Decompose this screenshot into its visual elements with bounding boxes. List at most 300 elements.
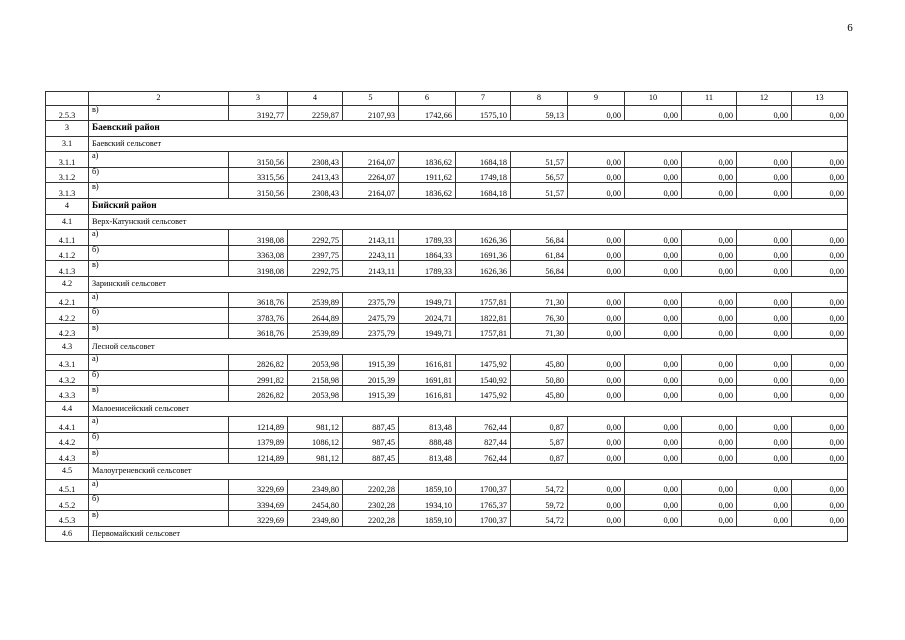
column-header: 5 bbox=[343, 92, 399, 106]
value-cell: 45,80 bbox=[511, 355, 568, 371]
row-code: 3.1.1 bbox=[46, 152, 89, 168]
value-cell: 1757,81 bbox=[456, 292, 511, 308]
value-cell: 59,13 bbox=[511, 105, 568, 121]
value-cell: 0,00 bbox=[568, 167, 625, 183]
value-cell: 0,00 bbox=[682, 448, 737, 464]
value-cell: 56,57 bbox=[511, 167, 568, 183]
value-cell: 45,80 bbox=[511, 386, 568, 402]
value-cell: 76,30 bbox=[511, 308, 568, 324]
value-cell: 0,00 bbox=[568, 323, 625, 339]
council-title: Заринский сельсовет bbox=[89, 277, 848, 293]
table-row bbox=[46, 495, 848, 511]
value-cell: 0,00 bbox=[625, 495, 682, 511]
column-header: 13 bbox=[792, 92, 848, 106]
row-code: 4.2.3 bbox=[46, 323, 89, 339]
row-variant: а) bbox=[89, 479, 229, 495]
row-code: 3.1.2 bbox=[46, 167, 89, 183]
table-body bbox=[46, 92, 848, 542]
row-variant: б) bbox=[89, 167, 229, 183]
value-cell: 71,30 bbox=[511, 292, 568, 308]
table-row bbox=[46, 292, 848, 308]
value-cell: 762,44 bbox=[456, 417, 511, 433]
value-cell: 2143,11 bbox=[343, 230, 399, 246]
table-row bbox=[46, 167, 848, 183]
value-cell: 2991,82 bbox=[229, 370, 288, 386]
value-cell: 0,00 bbox=[568, 292, 625, 308]
value-cell: 0,00 bbox=[625, 355, 682, 371]
council-title: Баевский сельсовет bbox=[89, 136, 848, 152]
value-cell: 2475,79 bbox=[343, 308, 399, 324]
value-cell: 0,00 bbox=[792, 370, 848, 386]
value-cell: 887,45 bbox=[343, 448, 399, 464]
value-cell: 0,00 bbox=[792, 479, 848, 495]
value-cell: 56,84 bbox=[511, 230, 568, 246]
row-variant: б) bbox=[89, 308, 229, 324]
table-row bbox=[46, 370, 848, 386]
row-variant: а) bbox=[89, 152, 229, 168]
value-cell: 3229,69 bbox=[229, 479, 288, 495]
value-cell: 0,00 bbox=[792, 323, 848, 339]
value-cell: 0,00 bbox=[568, 432, 625, 448]
value-cell: 1915,39 bbox=[343, 386, 399, 402]
value-cell: 813,48 bbox=[399, 448, 456, 464]
value-cell: 0,00 bbox=[792, 183, 848, 199]
page-number: 6 bbox=[847, 22, 853, 34]
value-cell: 50,80 bbox=[511, 370, 568, 386]
value-cell: 0,00 bbox=[737, 479, 792, 495]
row-variant: в) bbox=[89, 510, 229, 526]
value-cell: 981,12 bbox=[288, 448, 343, 464]
value-cell: 0,00 bbox=[682, 292, 737, 308]
value-cell: 54,72 bbox=[511, 510, 568, 526]
value-cell: 0,00 bbox=[625, 183, 682, 199]
value-cell: 0,00 bbox=[737, 323, 792, 339]
value-cell: 2053,98 bbox=[288, 386, 343, 402]
table-row bbox=[46, 448, 848, 464]
value-cell: 0,00 bbox=[682, 245, 737, 261]
value-cell: 0,00 bbox=[625, 323, 682, 339]
value-cell: 2243,11 bbox=[343, 245, 399, 261]
value-cell: 0,00 bbox=[625, 386, 682, 402]
value-cell: 0,00 bbox=[625, 370, 682, 386]
value-cell: 71,30 bbox=[511, 323, 568, 339]
value-cell: 0,87 bbox=[511, 417, 568, 433]
value-cell: 0,00 bbox=[625, 510, 682, 526]
value-cell: 2164,07 bbox=[343, 183, 399, 199]
table-row bbox=[46, 105, 848, 121]
value-cell: 3783,76 bbox=[229, 308, 288, 324]
value-cell: 887,45 bbox=[343, 417, 399, 433]
value-cell: 5,87 bbox=[511, 432, 568, 448]
value-cell: 0,00 bbox=[737, 152, 792, 168]
value-cell: 3150,56 bbox=[229, 152, 288, 168]
row-variant: б) bbox=[89, 245, 229, 261]
row-code: 3.1 bbox=[46, 136, 89, 152]
value-cell: 0,00 bbox=[737, 417, 792, 433]
row-variant: а) bbox=[89, 230, 229, 246]
value-cell: 3618,76 bbox=[229, 323, 288, 339]
row-code: 3.1.3 bbox=[46, 183, 89, 199]
row-variant: б) bbox=[89, 495, 229, 511]
value-cell: 0,00 bbox=[625, 152, 682, 168]
value-cell: 0,00 bbox=[568, 510, 625, 526]
council-row bbox=[46, 339, 848, 355]
value-cell: 0,00 bbox=[568, 370, 625, 386]
value-cell: 0,00 bbox=[792, 448, 848, 464]
value-cell: 1700,37 bbox=[456, 510, 511, 526]
value-cell: 888,48 bbox=[399, 432, 456, 448]
value-cell: 1757,81 bbox=[456, 323, 511, 339]
district-row bbox=[46, 121, 848, 137]
value-cell: 0,00 bbox=[682, 261, 737, 277]
value-cell: 1749,18 bbox=[456, 167, 511, 183]
row-code: 4.1.2 bbox=[46, 245, 89, 261]
value-cell: 1864,33 bbox=[399, 245, 456, 261]
value-cell: 0,00 bbox=[792, 495, 848, 511]
value-cell: 0,00 bbox=[792, 245, 848, 261]
value-cell: 1859,10 bbox=[399, 510, 456, 526]
value-cell: 0,00 bbox=[792, 355, 848, 371]
row-code: 4.5.1 bbox=[46, 479, 89, 495]
value-cell: 0,00 bbox=[568, 230, 625, 246]
value-cell: 0,00 bbox=[792, 386, 848, 402]
value-cell: 2292,75 bbox=[288, 261, 343, 277]
value-cell: 0,00 bbox=[625, 448, 682, 464]
table-row bbox=[46, 261, 848, 277]
value-cell: 3198,08 bbox=[229, 230, 288, 246]
row-code: 4.6 bbox=[46, 526, 89, 542]
value-cell: 1822,81 bbox=[456, 308, 511, 324]
column-header: 3 bbox=[229, 92, 288, 106]
value-cell: 0,00 bbox=[568, 183, 625, 199]
row-code: 4.5 bbox=[46, 464, 89, 480]
row-code: 4.3.2 bbox=[46, 370, 89, 386]
value-cell: 0,00 bbox=[568, 479, 625, 495]
value-cell: 0,00 bbox=[625, 105, 682, 121]
value-cell: 2539,89 bbox=[288, 323, 343, 339]
value-cell: 0,00 bbox=[737, 448, 792, 464]
value-cell: 0,00 bbox=[625, 261, 682, 277]
value-cell: 0,00 bbox=[792, 261, 848, 277]
value-cell: 1765,37 bbox=[456, 495, 511, 511]
table-row bbox=[46, 479, 848, 495]
council-row bbox=[46, 464, 848, 480]
value-cell: 0,00 bbox=[682, 308, 737, 324]
value-cell: 0,00 bbox=[737, 308, 792, 324]
value-cell: 2264,07 bbox=[343, 167, 399, 183]
value-cell: 1742,66 bbox=[399, 105, 456, 121]
column-header: 11 bbox=[682, 92, 737, 106]
value-cell: 3363,08 bbox=[229, 245, 288, 261]
row-variant: в) bbox=[89, 386, 229, 402]
value-cell: 0,00 bbox=[737, 370, 792, 386]
value-cell: 3192,77 bbox=[229, 105, 288, 121]
row-code: 4.1.3 bbox=[46, 261, 89, 277]
value-cell: 0,00 bbox=[737, 355, 792, 371]
value-cell: 2644,89 bbox=[288, 308, 343, 324]
value-cell: 0,00 bbox=[568, 308, 625, 324]
value-cell: 2454,80 bbox=[288, 495, 343, 511]
row-variant: б) bbox=[89, 370, 229, 386]
value-cell: 2539,89 bbox=[288, 292, 343, 308]
value-cell: 1911,62 bbox=[399, 167, 456, 183]
value-cell: 0,87 bbox=[511, 448, 568, 464]
value-cell: 0,00 bbox=[682, 370, 737, 386]
value-cell: 0,00 bbox=[682, 323, 737, 339]
value-cell: 0,00 bbox=[682, 230, 737, 246]
value-cell: 2015,39 bbox=[343, 370, 399, 386]
value-cell: 0,00 bbox=[625, 479, 682, 495]
value-cell: 2107,93 bbox=[343, 105, 399, 121]
value-cell: 2826,82 bbox=[229, 386, 288, 402]
value-cell: 0,00 bbox=[568, 417, 625, 433]
value-cell: 0,00 bbox=[737, 261, 792, 277]
value-cell: 0,00 bbox=[737, 183, 792, 199]
value-cell: 1214,89 bbox=[229, 417, 288, 433]
value-cell: 1575,10 bbox=[456, 105, 511, 121]
value-cell: 0,00 bbox=[568, 152, 625, 168]
value-cell: 0,00 bbox=[737, 510, 792, 526]
value-cell: 0,00 bbox=[682, 183, 737, 199]
row-code: 4.4.2 bbox=[46, 432, 89, 448]
value-cell: 2202,28 bbox=[343, 479, 399, 495]
table-row bbox=[46, 323, 848, 339]
value-cell: 61,84 bbox=[511, 245, 568, 261]
value-cell: 1915,39 bbox=[343, 355, 399, 371]
value-cell: 987,45 bbox=[343, 432, 399, 448]
value-cell: 2053,98 bbox=[288, 355, 343, 371]
value-cell: 0,00 bbox=[792, 432, 848, 448]
value-cell: 981,12 bbox=[288, 417, 343, 433]
value-cell: 1789,33 bbox=[399, 230, 456, 246]
table-row bbox=[46, 432, 848, 448]
value-cell: 3315,56 bbox=[229, 167, 288, 183]
table-row bbox=[46, 510, 848, 526]
council-row bbox=[46, 526, 848, 542]
column-header bbox=[46, 92, 89, 106]
table-row bbox=[46, 308, 848, 324]
council-title: Лесной сельсовет bbox=[89, 339, 848, 355]
row-code: 4.3 bbox=[46, 339, 89, 355]
value-cell: 0,00 bbox=[625, 432, 682, 448]
column-header: 4 bbox=[288, 92, 343, 106]
value-cell: 0,00 bbox=[625, 292, 682, 308]
value-cell: 0,00 bbox=[682, 510, 737, 526]
value-cell: 0,00 bbox=[682, 105, 737, 121]
value-cell: 0,00 bbox=[568, 105, 625, 121]
value-cell: 1949,71 bbox=[399, 292, 456, 308]
value-cell: 0,00 bbox=[682, 417, 737, 433]
row-variant: в) bbox=[89, 323, 229, 339]
value-cell: 1616,81 bbox=[399, 386, 456, 402]
value-cell: 0,00 bbox=[625, 230, 682, 246]
value-cell: 1475,92 bbox=[456, 355, 511, 371]
value-cell: 2259,87 bbox=[288, 105, 343, 121]
row-code: 4.4.1 bbox=[46, 417, 89, 433]
value-cell: 2826,82 bbox=[229, 355, 288, 371]
value-cell: 0,00 bbox=[568, 355, 625, 371]
value-cell: 0,00 bbox=[682, 432, 737, 448]
value-cell: 2308,43 bbox=[288, 183, 343, 199]
value-cell: 2024,71 bbox=[399, 308, 456, 324]
value-cell: 3198,08 bbox=[229, 261, 288, 277]
row-code: 4.4.3 bbox=[46, 448, 89, 464]
value-cell: 2349,80 bbox=[288, 479, 343, 495]
row-variant: а) bbox=[89, 292, 229, 308]
value-cell: 0,00 bbox=[792, 230, 848, 246]
value-cell: 2164,07 bbox=[343, 152, 399, 168]
row-code: 4.3.3 bbox=[46, 386, 89, 402]
value-cell: 0,00 bbox=[625, 417, 682, 433]
column-header: 8 bbox=[511, 92, 568, 106]
column-header: 7 bbox=[456, 92, 511, 106]
value-cell: 0,00 bbox=[792, 152, 848, 168]
value-cell: 2202,28 bbox=[343, 510, 399, 526]
value-cell: 3394,69 bbox=[229, 495, 288, 511]
value-cell: 3229,69 bbox=[229, 510, 288, 526]
table-row bbox=[46, 230, 848, 246]
row-variant: б) bbox=[89, 432, 229, 448]
row-code: 4 bbox=[46, 199, 89, 215]
value-cell: 2292,75 bbox=[288, 230, 343, 246]
value-cell: 0,00 bbox=[792, 308, 848, 324]
row-code: 4.2.2 bbox=[46, 308, 89, 324]
value-cell: 1836,62 bbox=[399, 152, 456, 168]
value-cell: 0,00 bbox=[792, 417, 848, 433]
value-cell: 0,00 bbox=[625, 245, 682, 261]
column-header: 2 bbox=[89, 92, 229, 106]
value-cell: 0,00 bbox=[682, 495, 737, 511]
value-cell: 1214,89 bbox=[229, 448, 288, 464]
value-cell: 0,00 bbox=[682, 479, 737, 495]
row-code: 4.1 bbox=[46, 214, 89, 230]
value-cell: 0,00 bbox=[625, 308, 682, 324]
value-cell: 1691,81 bbox=[399, 370, 456, 386]
value-cell: 0,00 bbox=[792, 292, 848, 308]
value-cell: 0,00 bbox=[682, 355, 737, 371]
value-cell: 0,00 bbox=[792, 167, 848, 183]
council-title: Малоугреневский сельсовет bbox=[89, 464, 848, 480]
value-cell: 2302,28 bbox=[343, 495, 399, 511]
row-variant: а) bbox=[89, 417, 229, 433]
council-row bbox=[46, 214, 848, 230]
value-cell: 2413,43 bbox=[288, 167, 343, 183]
value-cell: 0,00 bbox=[682, 386, 737, 402]
value-cell: 0,00 bbox=[737, 230, 792, 246]
council-row bbox=[46, 277, 848, 293]
column-header: 9 bbox=[568, 92, 625, 106]
row-variant: в) bbox=[89, 448, 229, 464]
column-header: 10 bbox=[625, 92, 682, 106]
row-code: 4.2.1 bbox=[46, 292, 89, 308]
value-cell: 2308,43 bbox=[288, 152, 343, 168]
row-code: 4.4 bbox=[46, 401, 89, 417]
value-cell: 827,44 bbox=[456, 432, 511, 448]
value-cell: 1700,37 bbox=[456, 479, 511, 495]
value-cell: 1540,92 bbox=[456, 370, 511, 386]
row-code: 4.3.1 bbox=[46, 355, 89, 371]
value-cell: 2143,11 bbox=[343, 261, 399, 277]
value-cell: 2349,80 bbox=[288, 510, 343, 526]
value-cell: 1626,36 bbox=[456, 230, 511, 246]
value-cell: 0,00 bbox=[568, 386, 625, 402]
row-code: 4.1.1 bbox=[46, 230, 89, 246]
value-cell: 0,00 bbox=[737, 495, 792, 511]
table-row bbox=[46, 183, 848, 199]
value-cell: 0,00 bbox=[568, 245, 625, 261]
value-cell: 0,00 bbox=[737, 386, 792, 402]
council-title: Первомайский сельсовет bbox=[89, 526, 848, 542]
value-cell: 0,00 bbox=[568, 495, 625, 511]
column-header: 12 bbox=[737, 92, 792, 106]
value-cell: 1086,12 bbox=[288, 432, 343, 448]
value-cell: 0,00 bbox=[792, 510, 848, 526]
value-cell: 0,00 bbox=[568, 448, 625, 464]
value-cell: 59,72 bbox=[511, 495, 568, 511]
council-row bbox=[46, 136, 848, 152]
council-row bbox=[46, 401, 848, 417]
value-cell: 2397,75 bbox=[288, 245, 343, 261]
tariff-table bbox=[45, 91, 848, 542]
value-cell: 0,00 bbox=[737, 105, 792, 121]
value-cell: 56,84 bbox=[511, 261, 568, 277]
value-cell: 0,00 bbox=[792, 105, 848, 121]
value-cell: 1949,71 bbox=[399, 323, 456, 339]
value-cell: 0,00 bbox=[737, 245, 792, 261]
value-cell: 1934,10 bbox=[399, 495, 456, 511]
table-header-row bbox=[46, 92, 848, 106]
value-cell: 0,00 bbox=[682, 152, 737, 168]
column-header: 6 bbox=[399, 92, 456, 106]
value-cell: 51,57 bbox=[511, 183, 568, 199]
value-cell: 51,57 bbox=[511, 152, 568, 168]
value-cell: 1684,18 bbox=[456, 152, 511, 168]
row-variant: в) bbox=[89, 183, 229, 199]
table-row bbox=[46, 386, 848, 402]
value-cell: 2375,79 bbox=[343, 292, 399, 308]
value-cell: 3618,76 bbox=[229, 292, 288, 308]
value-cell: 2158,98 bbox=[288, 370, 343, 386]
row-code: 4.5.3 bbox=[46, 510, 89, 526]
table-row bbox=[46, 152, 848, 168]
table-row bbox=[46, 355, 848, 371]
table-row bbox=[46, 245, 848, 261]
council-title: Малоенисейский сельсовет bbox=[89, 401, 848, 417]
row-code: 4.2 bbox=[46, 277, 89, 293]
council-title: Верх-Катунский сельсовет bbox=[89, 214, 848, 230]
value-cell: 1859,10 bbox=[399, 479, 456, 495]
row-variant: в) bbox=[89, 261, 229, 277]
row-code: 4.5.2 bbox=[46, 495, 89, 511]
row-code: 3 bbox=[46, 121, 89, 137]
value-cell: 1475,92 bbox=[456, 386, 511, 402]
value-cell: 1626,36 bbox=[456, 261, 511, 277]
value-cell: 0,00 bbox=[737, 292, 792, 308]
district-title: Бийский район bbox=[89, 199, 848, 215]
value-cell: 0,00 bbox=[737, 167, 792, 183]
value-cell: 3150,56 bbox=[229, 183, 288, 199]
row-variant: а) bbox=[89, 355, 229, 371]
value-cell: 1836,62 bbox=[399, 183, 456, 199]
value-cell: 1616,81 bbox=[399, 355, 456, 371]
value-cell: 0,00 bbox=[568, 261, 625, 277]
value-cell: 1684,18 bbox=[456, 183, 511, 199]
value-cell: 0,00 bbox=[682, 167, 737, 183]
district-row bbox=[46, 199, 848, 215]
table-row bbox=[46, 417, 848, 433]
value-cell: 1379,89 bbox=[229, 432, 288, 448]
district-title: Баевский район bbox=[89, 121, 848, 137]
